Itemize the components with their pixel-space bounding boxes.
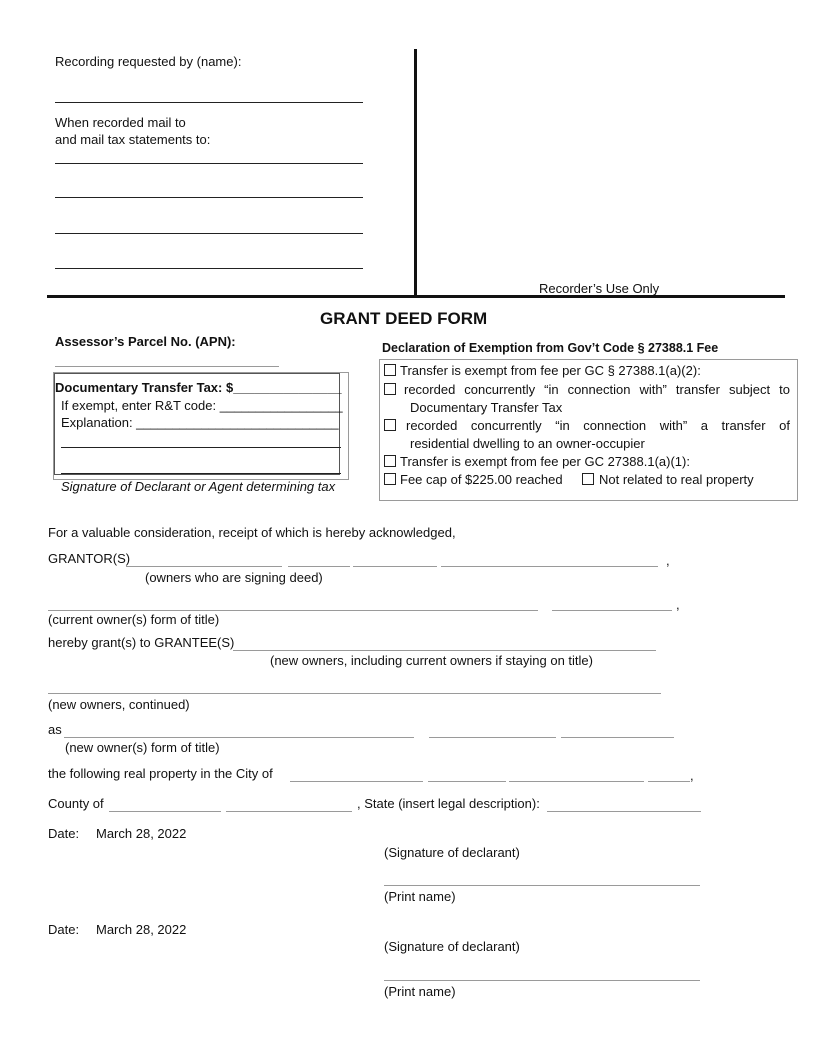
consideration-text: For a valuable consideration, receipt of which is hereby acknowledged, xyxy=(48,525,456,540)
legal-description-field[interactable] xyxy=(547,811,701,812)
grantor-field-4[interactable] xyxy=(441,566,658,567)
county-field-1[interactable] xyxy=(109,811,221,812)
not-real-property-checkbox[interactable] xyxy=(582,473,594,485)
fee-cap-label: Fee cap of $225.00 reached xyxy=(400,472,563,487)
owners-signing-note: (owners who are signing deed) xyxy=(145,570,323,585)
grantor-field-1[interactable] xyxy=(126,566,282,567)
grant-to-label: hereby grant(s) to GRANTEE(S) xyxy=(48,635,235,650)
city-field-2[interactable] xyxy=(428,781,506,782)
mail-to-field-1[interactable] xyxy=(55,163,363,164)
concurrent-owner-label: recorded concurrently “in connection with” a transfer of xyxy=(406,418,790,433)
grantor-label: GRANTOR(S) xyxy=(48,551,131,566)
new-title-field-2[interactable] xyxy=(429,737,556,738)
print-name-label-1: (Print name) xyxy=(384,889,456,904)
current-title-field-1[interactable] xyxy=(48,610,538,611)
new-title-field-1[interactable] xyxy=(64,737,414,738)
current-title-comma: , xyxy=(676,597,680,612)
as-label: as xyxy=(48,722,62,737)
explanation-field[interactable]: Explanation: ____________________________ xyxy=(61,415,339,430)
concurrent-owner-label-cont: residential dwelling to an owner-occupier xyxy=(410,436,645,451)
exempt-a1-checkbox[interactable] xyxy=(384,455,396,467)
concurrent-dtt-label-cont: Documentary Transfer Tax xyxy=(410,400,563,415)
recording-requested-field[interactable] xyxy=(55,102,363,103)
transfer-tax-label[interactable]: Documentary Transfer Tax: $_______________ xyxy=(55,380,342,395)
city-field-4[interactable] xyxy=(648,781,690,782)
grantor-field-3[interactable] xyxy=(353,566,437,567)
recording-requested-label: Recording requested by (name): xyxy=(55,54,242,69)
mail-to-line1: When recorded mail to xyxy=(55,115,186,130)
print-name-field-2[interactable] xyxy=(384,980,700,981)
current-owner-title-label: (current owner(s) form of title) xyxy=(48,612,220,627)
print-name-label-2: (Print name) xyxy=(384,984,456,999)
date-value-2: March 28, 2022 xyxy=(96,922,187,937)
new-owner-title-label: (new owner(s) form of title) xyxy=(65,740,220,755)
date-label-1: Date: xyxy=(48,826,80,841)
concurrent-dtt-label: recorded concurrently “in connection with” transfer subject to xyxy=(404,382,790,397)
real-property-label: the following real property in the City of xyxy=(48,766,273,781)
county-label: County of xyxy=(48,796,104,811)
exempt-a2-label: Transfer is exempt from fee per GC § 27388.1(a)(2): xyxy=(400,363,701,378)
state-label: , State (insert legal description): xyxy=(357,796,540,811)
date-label-2: Date: xyxy=(48,922,80,937)
new-owners-note: (new owners, including current owners if staying on title) xyxy=(270,653,593,668)
grantee-field[interactable] xyxy=(233,650,656,651)
mail-to-field-2[interactable] xyxy=(55,197,363,198)
fee-cap-checkbox[interactable] xyxy=(384,473,396,485)
mail-to-label xyxy=(55,114,210,148)
signature-label-1: (Signature of declarant) xyxy=(384,845,520,860)
new-owners-cont-field[interactable] xyxy=(48,693,661,694)
grantor-field-2[interactable] xyxy=(288,566,350,567)
grantor-comma: , xyxy=(666,553,670,568)
recorder-use-label: Recorder’s Use Only xyxy=(539,281,660,296)
mail-to-line2: and mail tax statements to: xyxy=(55,132,211,147)
apn-field[interactable] xyxy=(55,366,279,367)
exempt-a2-checkbox[interactable] xyxy=(384,364,396,376)
concurrent-dtt-checkbox[interactable] xyxy=(384,383,396,395)
current-title-field-2[interactable] xyxy=(552,610,672,611)
new-title-field-3[interactable] xyxy=(561,737,674,738)
print-name-field-1[interactable] xyxy=(384,885,700,886)
apn-label: Assessor’s Parcel No. (APN): xyxy=(55,334,236,349)
date-value-1: March 28, 2022 xyxy=(96,826,187,841)
signature-caption: Signature of Declarant or Agent determining tax xyxy=(61,479,336,494)
exempt-a1-label: Transfer is exempt from fee per GC 27388.1(a)(1): xyxy=(400,454,690,469)
signature-label-2: (Signature of declarant) xyxy=(384,939,520,954)
header-divider-vertical xyxy=(414,49,417,297)
form-title: GRANT DEED FORM xyxy=(320,309,488,328)
city-field-1[interactable] xyxy=(290,781,423,782)
mail-to-field-3[interactable] xyxy=(55,233,363,234)
explanation-line-2[interactable] xyxy=(61,447,341,448)
concurrent-owner-checkbox[interactable] xyxy=(384,419,396,431)
exempt-code-field[interactable]: If exempt, enter R&T code: _________________ xyxy=(61,398,343,413)
city-comma: , xyxy=(690,768,694,783)
new-owners-cont-label: (new owners, continued) xyxy=(48,697,190,712)
declarant-signature-line[interactable] xyxy=(61,473,341,474)
county-field-2[interactable] xyxy=(226,811,352,812)
header-divider-horizontal xyxy=(47,295,785,298)
city-field-3[interactable] xyxy=(509,781,644,782)
mail-to-field-4[interactable] xyxy=(55,268,363,269)
exemption-title: Declaration of Exemption from Gov’t Code § 27388.1 Fee xyxy=(382,341,719,355)
not-real-property-label: Not related to real property xyxy=(599,472,754,487)
